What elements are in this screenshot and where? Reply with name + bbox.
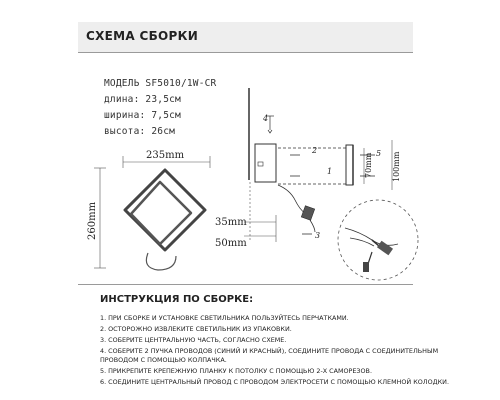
callout-1: 1 — [327, 167, 333, 176]
dim-70-label: 70mm — [364, 152, 373, 178]
instructions-title: ИНСТРУКЦИЯ ПО СБОРКЕ: — [100, 294, 254, 305]
callout-3: 3 — [315, 231, 321, 240]
lamp-side-view — [244, 88, 276, 242]
wiring-detail-circle — [338, 200, 418, 280]
callout-5: 5 — [376, 149, 382, 158]
callout-2: 2 — [312, 146, 318, 155]
instructions-list — [100, 314, 498, 389]
dim-100-label: 100mm — [392, 151, 401, 182]
spec-height: высота: 26см — [104, 126, 176, 137]
spec-model: МОДЕЛЬ SF5010/1W-CR — [104, 78, 217, 89]
section-rule — [78, 284, 413, 285]
dim-35-label: 35mm — [215, 217, 247, 228]
instruction-step-1: 1. ПРИ СБОРКЕ И УСТАНОВКЕ СВЕТИЛЬНИКА ПОЛЬЗУЙТЕСЬ ПЕРЧАТКАМИ. — [100, 314, 349, 322]
instruction-step-6: 6. СОЕДИНИТЕ ЦЕНТРАЛЬНЫЙ ПРОВОД С ПРОВОДОМ ЭЛЕКТРОСЕТИ С ПОМОЩЬЮ КЛЕМНОЙ КОЛОДКИ. — [100, 377, 449, 386]
dim-width-label: 235mm — [146, 150, 185, 161]
instruction-step-4: 4. СОБЕРИТЕ 2 ПУЧКА ПРОВОДОВ (СИНИЙ И КРАСНЫЙ), СОЕДИНИТЕ ПРОВОДА С СОЕДИНИТЕЛЬНЫМ ПРОВОДОМ С ПОМОЩЬЮ КОЛПАЧКА. — [100, 346, 439, 365]
instruction-step-5: 5. ПРИКРЕПИТЕ КРЕПЕЖНУЮ ПЛАНКУ К ПОТОЛКУ С ПОМОЩЬЮ 2-Х САМОРЕЗОВ. — [100, 367, 372, 376]
spec-width: ширина: 7,5см — [104, 110, 181, 121]
mounting-plate — [278, 140, 392, 190]
wire-connector — [278, 185, 315, 234]
spec-length: длина: 23,5см — [104, 94, 181, 105]
instruction-step-3: 3. СОБЕРИТЕ ЦЕНТРАЛЬНУЮ ЧАСТЬ, СОГЛАСНО СХЕМЕ. — [100, 335, 287, 344]
page-title: СХЕМА СБОРКИ — [86, 29, 199, 43]
dim-50-label: 50mm — [215, 238, 247, 249]
callout-4: 4 — [263, 114, 269, 123]
dim-height-label: 260mm — [87, 201, 98, 240]
instruction-step-2: 2. ОСТОРОЖНО ИЗВЛЕКИТЕ СВЕТИЛЬНИК ИЗ УПАКОВКИ. — [100, 324, 292, 333]
lamp-front-view — [94, 156, 210, 270]
